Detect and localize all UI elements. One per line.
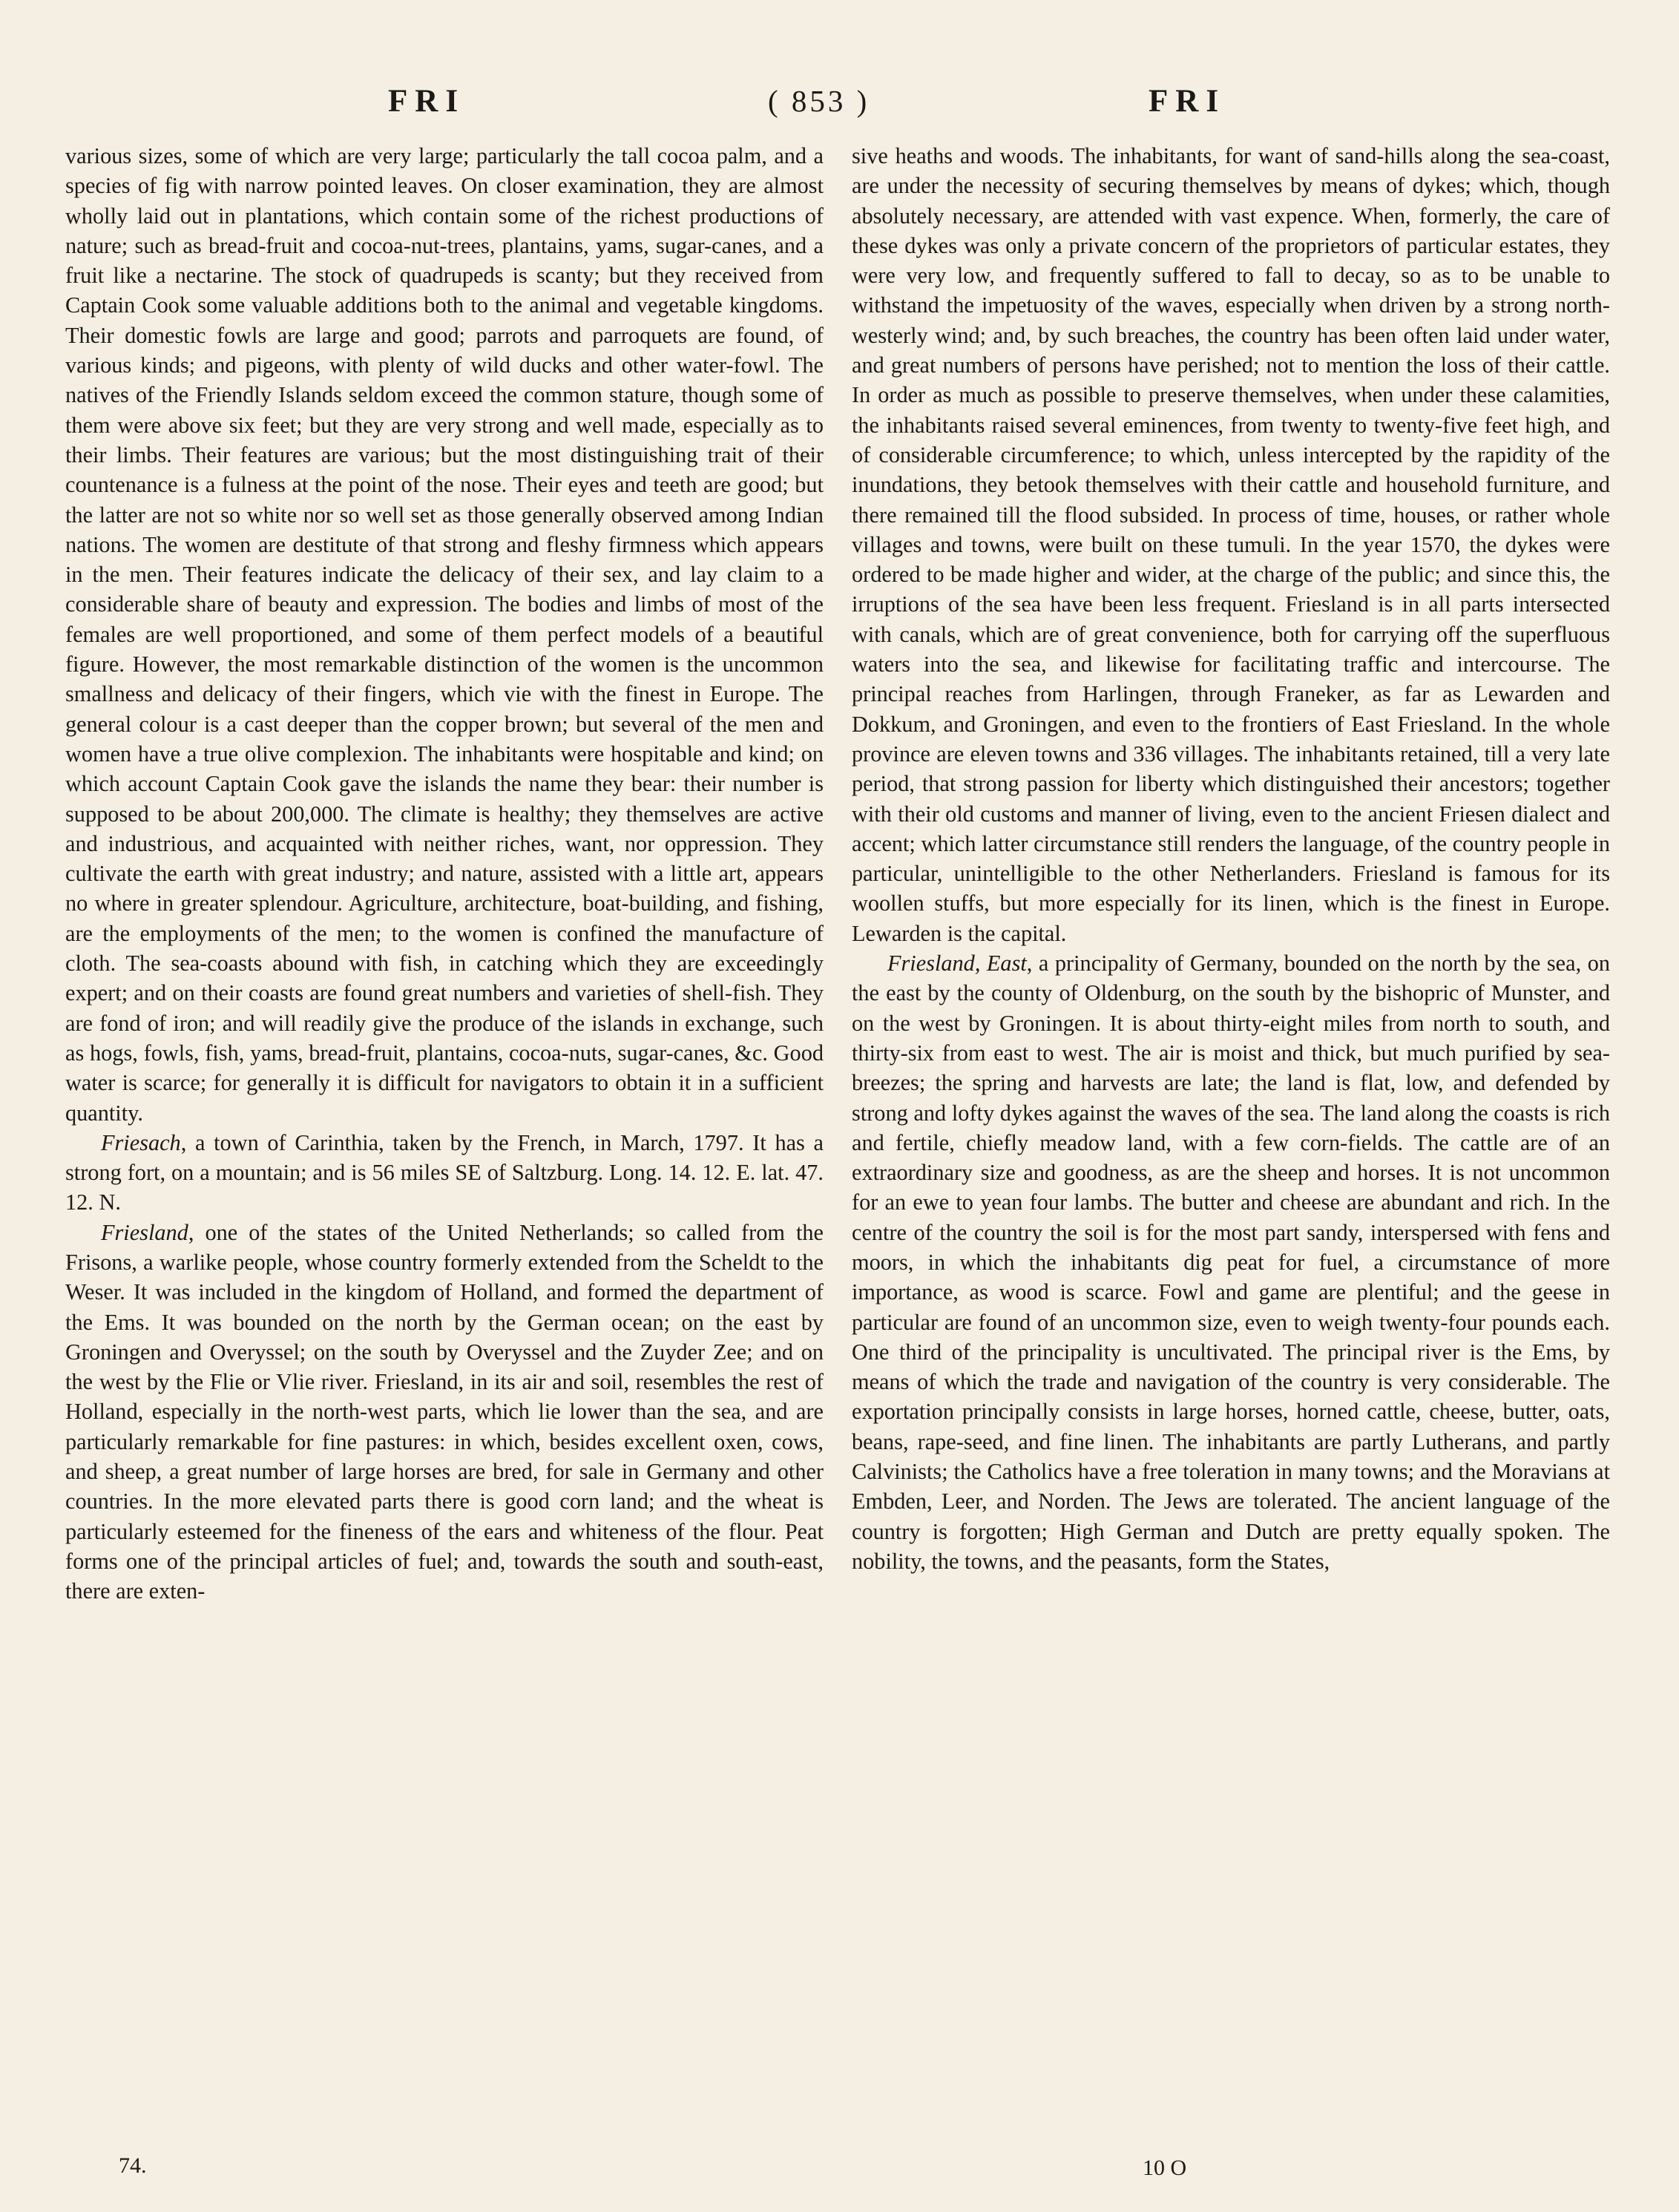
right-column: [852, 141, 1610, 1576]
paragraph-text: sive heaths and woods. The inhabitants, for want of sand-hills along the sea-coast, are under the necessity of securing themselves by means of dykes; which, though absolutely necessary, are attended with vast expence. When, formerly, the care of these dykes was only a private concern of the proprietors of particular estates, they were very low, and frequently suffered to fall to decay, so as to be unable to withstand the impetuosity of the waves, especially when driven by a strong north-westerly wind; and, by such breaches, the country has been often laid under water, and great numbers of persons have perished; not to mention the loss of their cattle. In order as much as possible to preserve themselves, when under these calamities, the inhabitants raised several eminences, from twenty to twenty-five feet high, and of considerable circumference; to which, unless intercepted by the rapidity of the inundations, they betook themselves with their cattle and household furniture, and there remained till the flood subsided. In process of time, houses, or rather whole villages and towns, were built on these tumuli. In the year 1570, the dykes were ordered to be made higher and wider, at the charge of the public; and since this, the irruptions of the sea have been less frequent. Friesland is in all parts intersected with canals, which are of great convenience, both for carrying off the superfluous waters into the sea, and likewise for facilitating traffic and intercourse. The principal reaches from Harlingen, through Franeker, as far as Lewarden and Dokkum, and Groningen, and even to the frontiers of East Friesland. In the whole province are eleven towns and 336 villages. The inhabitants retained, till a very late period, that strong passion for liberty which distinguished their ancestors; together with their old customs and manner of living, even to the ancient Friesen dialect and accent; which latter circumstance still renders the language, of the country people in particular, unintelligible to the other Netherlanders. Friesland is famous for its woollen stuffs, but more especially for its linen, which is the finest in Europe. Lewarden is the capital.: [852, 143, 1610, 946]
signature-mark-right: 10 O: [1143, 2156, 1187, 2180]
paragraph: [65, 141, 824, 1128]
left-column: [65, 141, 824, 1607]
signature-mark-left: 74.: [119, 2153, 147, 2178]
paragraph-text: , a town of Carinthia, taken by the French, in March, 1797. It has a strong fort, on a mountain; and is 56 miles SE of Saltzburg. Long. 14. 12. E. lat. 47. 12. N.: [65, 1129, 824, 1215]
paragraph: [65, 1218, 824, 1607]
paragraph-text: , a principality of Germany, bounded on the north by the sea, on the east by the county of Oldenburg, on the south by the bishopric of Munster, and on the west by Groningen. It is about thirty-eight miles from north to south, and thirty-six from east to west. The air is moist and thick, but much purified by sea-breezes; the spring and harvests are late; the land is flat, low, and defended by strong and lofty dykes against the waves of the sea. The land along the coasts is rich and fertile, chiefly meadow land, with a few corn-fields. The cattle are of an extraordinary size and goodness, as are the sheep and horses. It is not uncommon for an ewe to yean four lambs. The butter and cheese are abundant and rich. In the centre of the country the soil is for the most part sandy, interspersed with fens and moors, in which the inhabitants dig peat for fuel, a circumstance of more importance, as wood is scarce. Fowl and game are plentiful; and the geese in particular are found of an uncommon size, even to weigh twenty-four pounds each. One third of the principality is uncultivated. The principal river is the Ems, by means of which the trade and navigation of the country is very considerable. The exportation principally consists in large horses, horned cattle, cheese, butter, oats, beans, rape-seed, and fine linen. The inhabitants are partly Lutherans, and partly Calvinists; the Catholics have a free toleration in many towns; and the Moravians at Embden, Leer, and Norden. The Jews are tolerated. The ancient language of the country is forgotten; High German and Dutch are pretty equally spoken. The nobility, the towns, and the peasants, form the States,: [852, 951, 1610, 1574]
paragraph: [852, 948, 1610, 1576]
entry-headword: Friesland: [101, 1219, 188, 1245]
paragraph: [852, 141, 1610, 948]
running-head-right: FRI: [1149, 84, 1226, 119]
paragraph-text: , one of the states of the United Netherlands; so called from the Frisons, a warlike people, whose country formerly extended from the Scheldt to the Weser. It was included in the kingdom of Holland, and formed the department of the Ems. It was bounded on the north by the German ocean; on the east by Groningen and Overyssel; on the south by Overyssel and the Zuyder Zee; and on the west by the Flie or Vlie river. Friesland, in its air and soil, resembles the rest of Holland, especially in the north-west parts, which lie lower than the sea, and are particularly remarkable for fine pastures: in which, besides excellent oxen, cows, and sheep, a great number of large horses are bred, for sale in Germany and other countries. In the more elevated parts there is good corn land; and the wheat is particularly esteemed for the fineness of the ears and whiteness of the flour. Peat forms one of the principal articles of fuel; and, towards the south and south-east, there are exten-: [65, 1219, 824, 1604]
paragraph: [65, 1128, 824, 1218]
paragraph-text: various sizes, some of which are very large; particularly the tall cocoa palm, and a species of fig with narrow pointed leaves. On closer examination, they are almost wholly laid out in plantations, which contain some of the richest productions of nature; such as bread-fruit and cocoa-nut-trees, plantains, yams, sugar-canes, and a fruit like a nectarine. The stock of quadrupeds is scanty; but they received from Captain Cook some valuable additions both to the animal and vegetable kingdoms. Their domestic fowls are large and good; parrots and parroquets are found, of various kinds; and pigeons, with plenty of wild ducks and other water-fowl. The natives of the Friendly Islands seldom exceed the common stature, though some of them were above six feet; but they are very strong and well made, especially as to their limbs. Their features are various; but the most distinguishing trait of their countenance is a fulness at the point of the nose. Their eyes and teeth are good; but the latter are not so white nor so well set as those generally observed among Indian nations. The women are destitute of that strong and fleshy firmness which appears in the men. Their features indicate the delicacy of their sex, and lay claim to a considerable share of beauty and expression. The bodies and limbs of most of the females are well proportioned, and some of them perfect models of a beautiful figure. However, the most remarkable distinction of the women is the uncommon smallness and delicacy of their fingers, which vie with the finest in Europe. The general colour is a cast deeper than the copper brown; but several of the men and women have a true olive complexion. The inhabitants were hospitable and kind; on which account Captain Cook gave the islands the name they bear: their number is supposed to be about 200,000. The climate is healthy; they themselves are active and industrious, and acquainted with neither riches, want, nor oppression. They cultivate the earth with great industry; and nature, assisted with a little art, appears no where in greater splendour. Agriculture, architecture, boat-building, and fishing, are the employments of the men; to the women is confined the manufacture of cloth. The sea-coasts abound with fish, in catching which they are exceedingly expert; and on their coasts are found great numbers and varieties of shell-fish. They are fond of iron; and will readily give the produce of the islands in exchange, such as hogs, fowls, fish, yams, bread-fruit, plantains, cocoa-nuts, sugar-canes, &c. Good water is scarce; for generally it is difficult for navigators to obtain it in a sufficient quantity.: [65, 143, 824, 1126]
page-number: ( 853 ): [768, 84, 870, 118]
entry-headword: Friesach: [101, 1129, 181, 1155]
running-head-left: FRI: [388, 84, 466, 119]
entry-headword: Friesland, East: [887, 951, 1027, 977]
